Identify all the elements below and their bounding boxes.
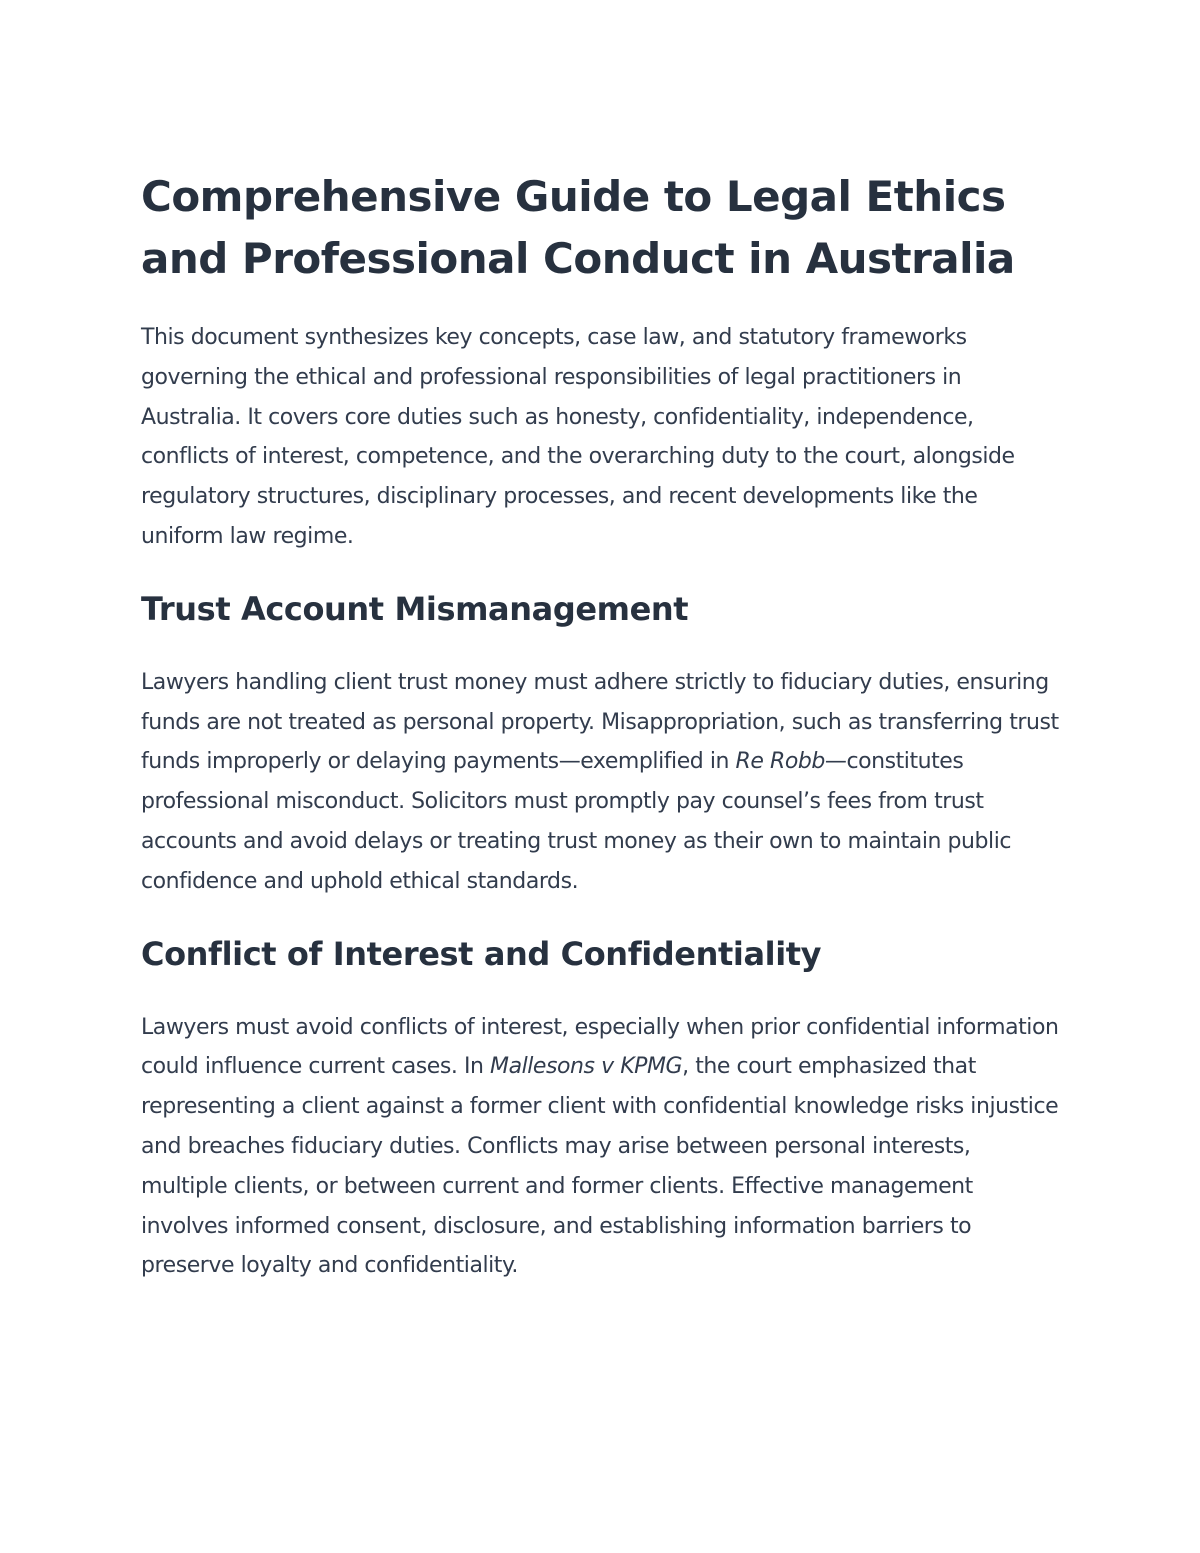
document-title: Comprehensive Guide to Legal Ethics and Professional Conduct in Australia bbox=[141, 172, 1015, 283]
case-name: Re Robb bbox=[735, 749, 825, 775]
section-trust-account bbox=[141, 587, 1059, 902]
paragraph-text: , the court emphasized that representing a client against a former client with confidential knowledge risks injustice and breaches fiduciary duties. Conflicts may arise between personal interests, multiple clients, or between current and former clients. Effective management involves informed consent, disclosure, and establishing information barriers to preserve loyalty and confidentiality. bbox=[141, 1054, 1059, 1279]
case-name: Mallesons v KPMG bbox=[490, 1054, 683, 1080]
section-heading: Conflict of Interest and Confidentiality bbox=[141, 934, 822, 973]
paragraph-text: Lawyers must avoid conflicts of interest, especially when prior confidential information could influence current cases. In bbox=[141, 1014, 1059, 1080]
paragraph-text: Lawyers handling client trust money must adhere strictly to fiduciary duties, ensuring funds are not treated as personal property. Misappropriation, such as transferring trust funds improperly or delaying payments—exemplified in bbox=[141, 669, 1059, 775]
document-page bbox=[141, 166, 1059, 1286]
intro-paragraph: This document synthesizes key concepts, case law, and statutory frameworks governing the ethical and professional responsibilities of legal practitioners in Australia. It covers core duties such as honesty, confidentiality, independence, conflicts of interest, competence, and the overarching duty to the court, alongside regulatory structures, disciplinary processes, and recent developments like the uniform law regime. bbox=[141, 325, 1015, 549]
section-paragraph bbox=[141, 663, 1059, 902]
section-paragraph bbox=[141, 1008, 1059, 1287]
section-heading: Trust Account Mismanagement bbox=[141, 589, 689, 628]
paragraph-text: —constitutes professional misconduct. Solicitors must promptly pay counsel’s fees from trust accounts and avoid delays or treating trust money as their own to maintain public confidence and uphold ethical standards. bbox=[141, 749, 1012, 894]
section-conflict-of-interest bbox=[141, 932, 1059, 1287]
